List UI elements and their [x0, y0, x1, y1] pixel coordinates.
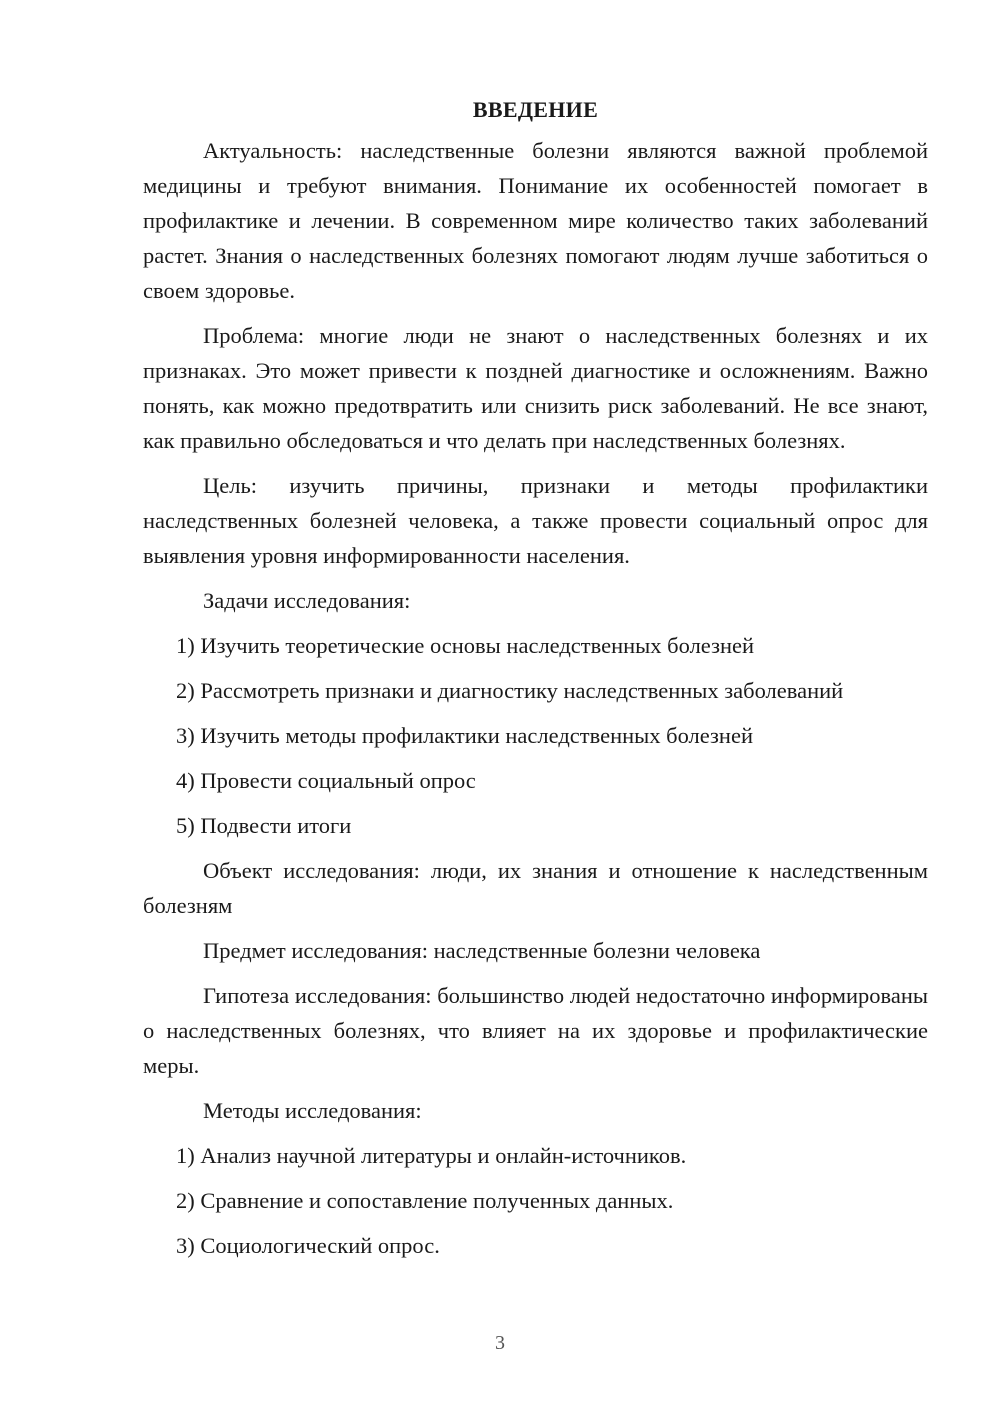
paragraph-object: Объект исследования: люди, их знания и отношение к наследственным болезням: [143, 858, 928, 918]
list-item: 2) Сравнение и сопоставление полученных данных.: [176, 1188, 674, 1213]
list-item: 5) Подвести итоги: [176, 813, 352, 838]
list-item: 3) Социологический опрос.: [176, 1233, 440, 1258]
methods-heading: Методы исследования:: [203, 1098, 422, 1123]
tasks-heading: Задачи исследования:: [203, 588, 411, 613]
section-title: ВВЕДЕНИЕ: [472, 97, 599, 122]
paragraph-goal: Цель: изучить причины, признаки и методы профилактики наследственных болезней человека, а также провести социальный опрос для выявления уровня информированности населения.: [143, 473, 928, 568]
tasks-list: [143, 628, 928, 843]
paragraph-relevance: Актуальность: наследственные болезни являются важной проблемой медицины и требуют внимания. Понимание их особенностей помогает в профилактике и лечении. В современном мире количество таких заболеваний растет. Знания о наследственных болезнях помогают людям лучше заботиться о своем здоровье.: [143, 138, 928, 303]
paragraph-subject: Предмет исследования: наследственные болезни человека: [203, 938, 761, 963]
list-item: 1) Изучить теоретические основы наследственных болезней: [176, 633, 755, 658]
paragraph-problem: Проблема: многие люди не знают о наследственных болезнях и их признаках. Это может привести к поздней диагностике и осложнениям. Важно понять, как можно предотвратить или снизить риск заболеваний. Не все знают, как правильно обследоваться и что делать при наследственных болезнях.: [143, 323, 928, 453]
methods-list: [143, 1138, 928, 1263]
list-item: 4) Провести социальный опрос: [176, 768, 476, 793]
list-item: 2) Рассмотреть признаки и диагностику наследственных заболеваний: [176, 678, 844, 703]
list-item: 3) Изучить методы профилактики наследственных болезней: [176, 723, 753, 748]
paragraph-hypothesis: Гипотеза исследования: большинство людей недостаточно информированы о наследственных болезнях, что влияет на их здоровье и профилактические меры.: [143, 983, 928, 1078]
page-number: 3: [495, 1332, 505, 1354]
document-page: [143, 92, 928, 1273]
list-item: 1) Анализ научной литературы и онлайн-источников.: [176, 1143, 687, 1168]
